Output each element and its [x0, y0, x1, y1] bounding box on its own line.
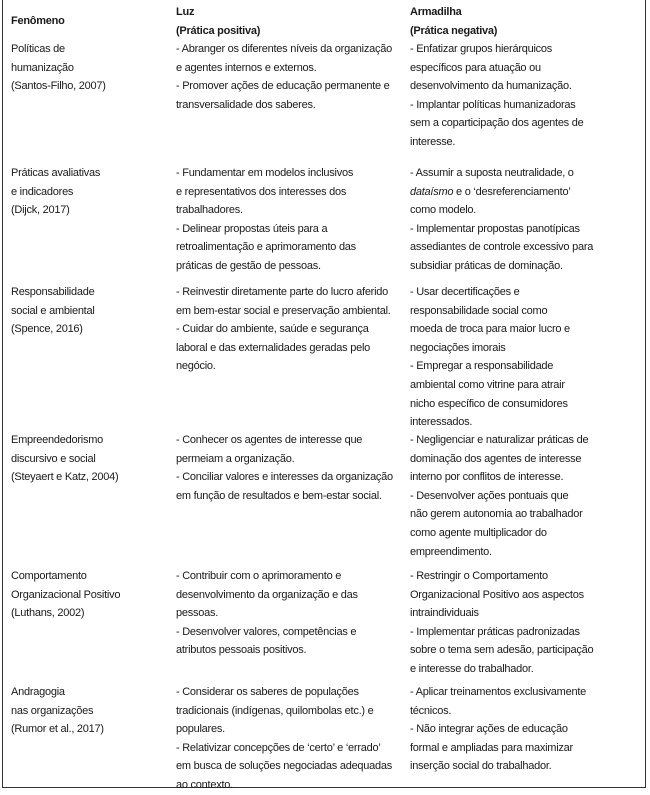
table-cell-luz [176, 431, 393, 505]
cell-line: como modelo. [410, 204, 477, 217]
cell-line: em busca de soluções negociadas adequadas [176, 760, 393, 773]
cell-line: (Dijck, 2017) [11, 204, 70, 217]
cell-line: Organizacional Positivo [11, 588, 121, 601]
table-cell-armadilha [410, 283, 570, 432]
table-cell-fenomeno [11, 683, 104, 739]
table-cell-luz [176, 40, 392, 114]
cell-line: - Implantar políticas humanizadoras [410, 98, 576, 111]
cell-line: - Desenvolver valores, competências e [176, 625, 357, 638]
cell-line: - Cuidar do ambiente, saúde e segurança [176, 323, 369, 336]
cell-line: populares. [176, 723, 225, 736]
cell-line: - Relativizar concepções de ‘certo’ e ‘errado’ [176, 741, 381, 754]
cell-line: - Abranger os diferentes níveis da organização [176, 43, 392, 55]
cell-line: - Não integrar ações de educação [410, 723, 568, 736]
cell-line: - Assumir a suposta neutralidade, o [410, 167, 574, 179]
table-cell-fenomeno [11, 283, 95, 339]
cell-line: Práticas avaliativas [11, 167, 101, 179]
table-cell-armadilha [410, 683, 586, 776]
cell-line: humanização [11, 61, 74, 74]
cell-line: discursivo e social [11, 452, 96, 465]
cell-line: ambiental como vitrine para atrair [410, 378, 565, 391]
cell-line: interessados. [410, 416, 473, 429]
cell-line: e indicadores [11, 185, 74, 198]
table-cell-fenomeno [11, 431, 118, 487]
cell-line: - Desenvolver ações pontuais que [410, 489, 569, 502]
cell-line: ao contexto. [176, 778, 233, 791]
table-cell-armadilha [410, 431, 588, 561]
cell-line: - Reinvestir diretamente parte do lucro aferido [176, 286, 389, 298]
cell-line: Responsabilidade [11, 286, 95, 298]
italic-term: dataísmo [410, 185, 454, 198]
cell-line: retroalimentação e aprimoramento das [176, 241, 356, 254]
cell-line: empreendimento. [410, 545, 492, 558]
table-cell-luz [176, 164, 356, 276]
cell-line: negócio. [176, 360, 216, 373]
cell-line: como agente multiplicador do [410, 526, 547, 539]
cell-line: - Contribuir com o aprimoramento e [176, 570, 342, 582]
cell-line: nicho específico de consumidores [410, 397, 568, 410]
cell-line: assediantes de controle excessivo para [410, 241, 594, 254]
cell-line: técnicos. [410, 704, 452, 717]
cell-line: - Empregar a responsabilidade [410, 360, 554, 373]
cell-line: trabalhadores. [176, 204, 243, 217]
header-armadilha [410, 3, 497, 40]
cell-line: - Aplicar treinamentos exclusivamente [410, 686, 586, 698]
cell-line: dominação dos agentes de interesse [410, 452, 582, 465]
cell-line: em bem-estar social e preservação ambiental. [176, 304, 391, 317]
table-cell-luz [176, 283, 391, 376]
cell-line: responsabilidade social como [410, 304, 548, 317]
cell-line: (Rumor et al., 2017) [11, 723, 104, 736]
cell-line: - Promover ações de educação permanente e [176, 80, 390, 93]
cell-line: desenvolvimento da humanização. [410, 80, 572, 93]
cell-line: inserção social do trabalhador. [410, 760, 552, 773]
cell-line: - Implementar práticas padronizadas [410, 625, 580, 638]
cell-line: - Conciliar valores e interesses da organização [176, 471, 393, 484]
cell-line: interno por conflitos de interesse. [410, 471, 564, 484]
header-armadilha-title: Armadilha [410, 6, 462, 18]
cell-line: - Conhecer os agentes de interesse que [176, 434, 363, 446]
table-cell-armadilha [410, 40, 583, 152]
cell-text: e o ‘desreferenciamento’ [453, 185, 571, 198]
table-cell-fenomeno [11, 40, 106, 96]
cell-line: não gerem autonomia ao trabalhador [410, 508, 583, 521]
cell-line: Comportamento [11, 570, 87, 582]
cell-line: - Considerar os saberes de populações [176, 686, 359, 698]
cell-line: Políticas de [11, 43, 65, 55]
header-fenomeno [11, 12, 65, 31]
cell-line: interesse. [410, 135, 456, 148]
table-cell-luz [176, 683, 392, 795]
table-cell-fenomeno [11, 567, 120, 623]
header-fenomeno-label: Fenômeno [11, 15, 65, 27]
cell-line: sem a coparticipação dos agentes de [410, 117, 584, 130]
cell-line: sobre o tema sem adesão, participação [410, 644, 594, 657]
cell-line: (Steyaert e Katz, 2004) [11, 471, 119, 484]
cell-line: atributos pessoais positivos. [176, 644, 307, 657]
cell-line: (Spence, 2016) [11, 323, 83, 336]
cell-line: - Negligenciar e naturalizar práticas de [410, 434, 589, 446]
cell-line: subsidiar práticas de dominação. [410, 259, 563, 272]
cell-line: e agentes internos e externos. [176, 61, 317, 74]
cell-line: práticas de gestão de pessoas. [176, 259, 321, 272]
cell-line: em função de resultados e bem-estar social. [176, 489, 382, 502]
header-luz-title: Luz [176, 6, 195, 18]
cell-line: pessoas. [176, 607, 219, 620]
cell-line: Andragogia [11, 686, 65, 698]
table-cell-fenomeno [11, 164, 100, 220]
cell-line: - Enfatizar grupos hierárquicos [410, 43, 553, 55]
cell-line [410, 183, 593, 202]
cell-line: - Fundamentar em modelos inclusivos [176, 167, 354, 179]
cell-line: específicos para atuação ou [410, 61, 541, 74]
cell-line: Empreendedorismo [11, 434, 103, 446]
table-cell-luz [176, 567, 358, 660]
cell-line: desenvolvimento da organização e das [176, 588, 358, 601]
cell-line: negociações imorais [410, 341, 506, 354]
header-luz [176, 3, 260, 40]
cell-line: nas organizações [11, 704, 94, 717]
header-armadilha-subtitle: (Prática negativa) [410, 24, 498, 37]
cell-line: intraindividuais [410, 607, 479, 620]
cell-line: Organizacional Positivo aos aspectos [410, 588, 584, 601]
cell-line: - Implementar propostas panotípicas [410, 222, 580, 235]
cell-line: moeda de troca para maior lucro e [410, 323, 570, 336]
cell-line: - Delinear propostas úteis para a [176, 222, 328, 235]
table-cell-armadilha [410, 164, 593, 276]
cell-line: (Luthans, 2002) [11, 607, 85, 620]
cell-line: formal e ampliadas para maximizar [410, 741, 573, 754]
cell-line: e representativos dos interesses dos [176, 185, 347, 198]
cell-line: social e ambiental [11, 304, 95, 317]
cell-line: - Usar decertificações e [410, 286, 520, 298]
cell-line: tradicionais (indígenas, quilombolas etc.) e [176, 704, 374, 717]
cell-line: permeiam a organização. [176, 452, 295, 465]
cell-line: - Restringir o Comportamento [410, 570, 548, 582]
cell-line: laboral e das externalidades geradas pelo [176, 341, 371, 354]
table-cell-armadilha [410, 567, 593, 679]
cell-line: e interesse do trabalhador. [410, 662, 534, 675]
cell-line: (Santos-Filho, 2007) [11, 80, 106, 93]
cell-line: transversalidade dos saberes. [176, 98, 316, 111]
header-luz-subtitle: (Prática positiva) [176, 24, 261, 37]
